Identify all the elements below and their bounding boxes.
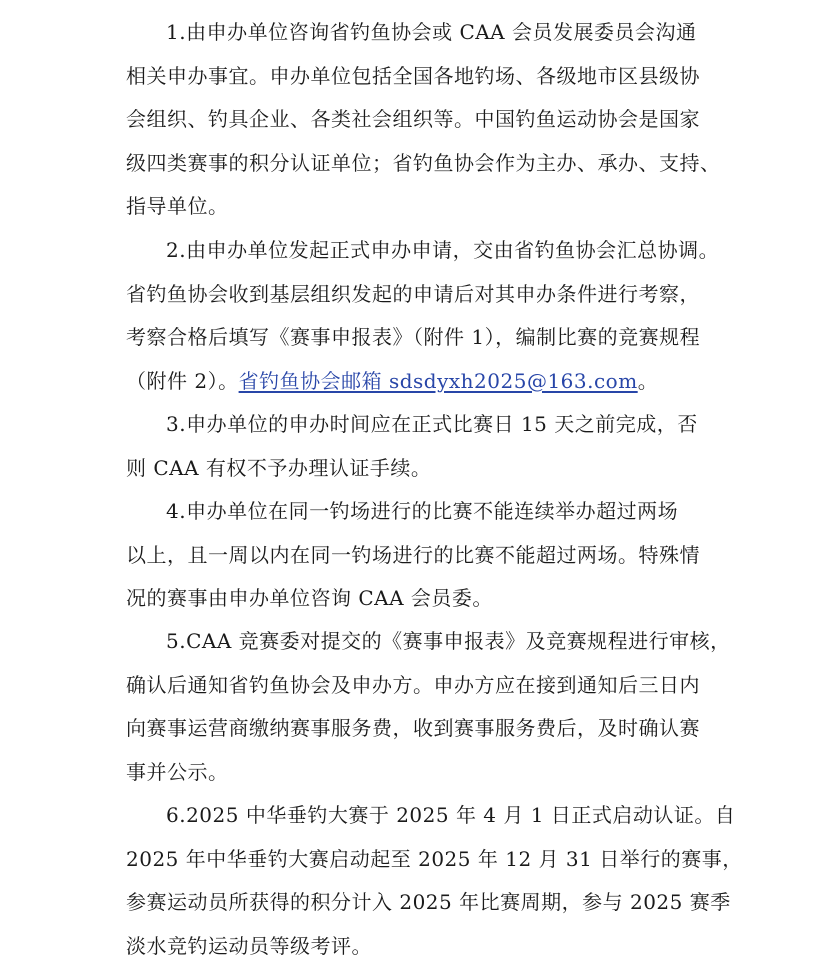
paragraph-line: 考察合格后填写《赛事申报表》（附件 1），编制比赛的竞赛规程 <box>126 316 716 360</box>
paragraph-1 <box>126 11 716 229</box>
paragraph-line: 参赛运动员所获得的积分计入 2025 年比赛周期，参与 2025 赛季 <box>126 881 716 925</box>
paragraph-line: 3.申办单位的申办时间应在正式比赛日 15 天之前完成，否 <box>126 403 716 447</box>
paragraph-line: 淡水竞钓运动员等级考评。 <box>126 925 716 968</box>
paragraph-line: 指导单位。 <box>126 185 716 229</box>
paragraph-line: 则 CAA 有权不予办理认证手续。 <box>126 447 716 491</box>
paragraph-5 <box>126 620 716 794</box>
paragraph-6 <box>126 794 716 968</box>
line-prefix: （附件 2）。 <box>126 369 239 393</box>
paragraph-line: 级四类赛事的积分认证单位；省钓鱼协会作为主办、承办、支持、 <box>126 142 716 186</box>
paragraph-line: 1.由申办单位咨询省钓鱼协会或 CAA 会员发展委员会沟通 <box>126 11 716 55</box>
paragraph-3 <box>126 403 716 490</box>
paragraph-line: 会组织、钓具企业、各类社会组织等。中国钓鱼运动协会是国家 <box>126 98 716 142</box>
paragraph-line: 事并公示。 <box>126 751 716 795</box>
paragraph-line: 2.由申办单位发起正式申办申请，交由省钓鱼协会汇总协调。 <box>126 229 716 273</box>
paragraph-line: 4.申办单位在同一钓场进行的比赛不能连续举办超过两场 <box>126 490 716 534</box>
paragraph-line: 5.CAA 竞赛委对提交的《赛事申报表》及竞赛规程进行审核， <box>126 620 716 664</box>
email-link[interactable]: 省钓鱼协会邮箱 sdsdyxh2025@163.com <box>239 369 638 393</box>
paragraph-line: 省钓鱼协会收到基层组织发起的申请后对其申办条件进行考察， <box>126 273 716 317</box>
paragraph-line-with-link <box>126 360 716 404</box>
paragraph-4 <box>126 490 716 621</box>
paragraph-line: 相关申办事宜。申办单位包括全国各地钓场、各级地市区县级协 <box>126 55 716 99</box>
line-suffix: 。 <box>638 369 659 393</box>
paragraph-line: 确认后通知省钓鱼协会及申办方。申办方应在接到通知后三日内 <box>126 664 716 708</box>
paragraph-line: 向赛事运营商缴纳赛事服务费，收到赛事服务费后，及时确认赛 <box>126 707 716 751</box>
paragraph-line: 况的赛事由申办单位咨询 CAA 会员委。 <box>126 577 716 621</box>
paragraph-2 <box>126 229 716 403</box>
paragraph-line: 2025 年中华垂钓大赛启动起至 2025 年 12 月 31 日举行的赛事， <box>126 838 716 882</box>
paragraph-line: 6.2025 中华垂钓大赛于 2025 年 4 月 1 日正式启动认证。自 <box>126 794 716 838</box>
paragraph-line: 以上，且一周以内在同一钓场进行的比赛不能超过两场。特殊情 <box>126 534 716 578</box>
